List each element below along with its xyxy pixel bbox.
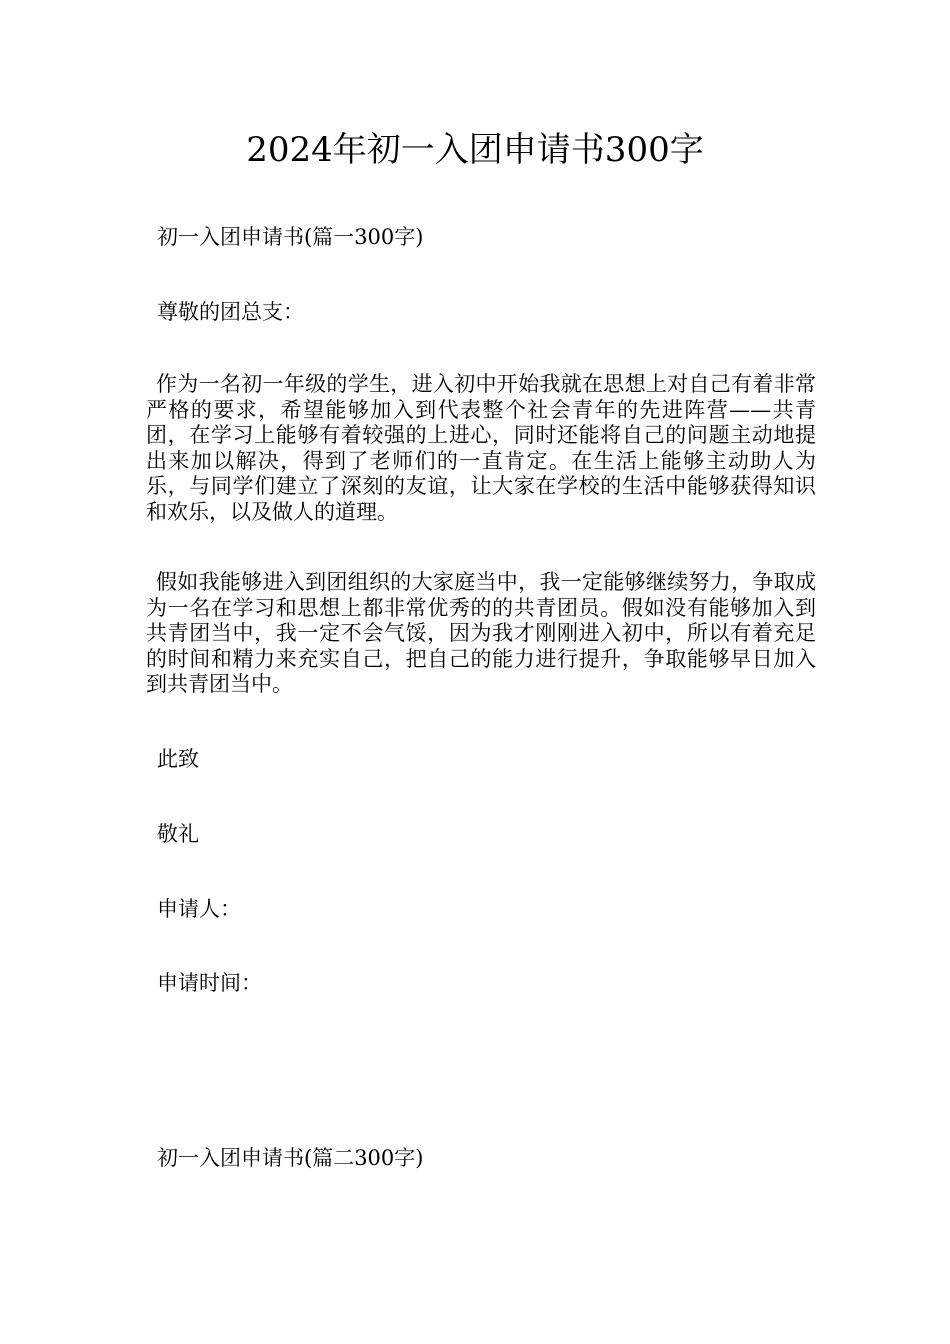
section-heading-1: 初一入团申请书(篇一300字)	[157, 225, 424, 249]
section-heading-2: 初一入团申请书(篇二300字)	[157, 1146, 424, 1170]
closing-salute: 敬礼	[157, 822, 199, 846]
applicant-label: 申请人：	[157, 897, 241, 921]
page-title: 2024年初一入团申请书300字	[246, 130, 704, 170]
date-label: 申请时间：	[157, 971, 262, 995]
closing-regards: 此致	[157, 747, 199, 771]
body-paragraph-2: 假如我能够进入到团组织的大家庭当中，我一定能够继续努力，争取成为一名在学习和思想上都非常优秀的的共青团员。假如没有能够加入到共青团当中，我一定不会气馁，因为我才刚刚进入初中，所以有着充足的时间和精力来充实自己，把自己的能力进行提升，争取能够早日加入到共青团当中。	[146, 570, 816, 697]
salutation: 尊敬的团总支：	[157, 300, 304, 324]
body-paragraph-1: 作为一名初一年级的学生，进入初中开始我就在思想上对自己有着非常严格的要求，希望能够加入到代表整个社会青年的先进阵营——共青团，在学习上能够有着较强的上进心，同时还能将自己的问题主动地提出来加以解决，得到了老师们的一直肯定。在生活上能够主动助人为乐，与同学们建立了深刻的友谊，让大家在学校的生活中能够获得知识和欢乐，以及做人的道理。	[146, 372, 816, 524]
